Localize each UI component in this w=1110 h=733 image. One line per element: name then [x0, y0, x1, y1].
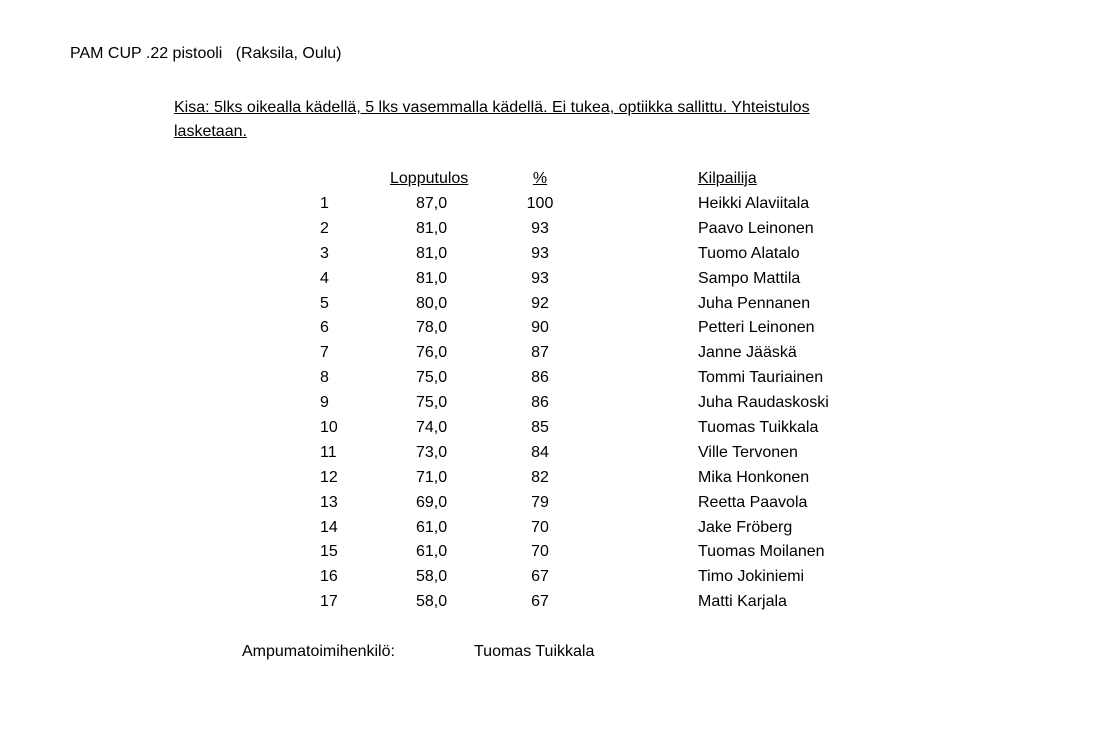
table-row [0, 494, 1110, 519]
percent-cell: 86 [531, 394, 549, 412]
table-row [0, 344, 1110, 369]
score-cell: 75,0 [416, 394, 448, 412]
percent-cell: 79 [531, 493, 549, 511]
table-row [0, 195, 1110, 220]
percent-cell: 90 [531, 319, 549, 337]
score-cell: 74,0 [416, 419, 448, 437]
percent-cell: 93 [531, 269, 549, 287]
header-score: Lopputulos [390, 170, 469, 187]
competitor-name-cell: Tuomas Tuikkala [698, 419, 819, 437]
competitor-name-cell: Heikki Alaviitala [698, 195, 810, 212]
score-cell: 61,0 [416, 543, 448, 561]
rank-cell: 11 [320, 443, 337, 461]
table-row [0, 270, 1110, 295]
table-row [0, 444, 1110, 469]
competitor-name-cell: Tommi Tauriainen [698, 369, 824, 387]
score-cell: 76,0 [416, 344, 448, 362]
results-table [0, 195, 1110, 618]
rank-cell: 7 [320, 344, 329, 362]
rank-cell: 9 [320, 394, 329, 412]
table-row [0, 220, 1110, 245]
table-row [0, 593, 1110, 618]
percent-cell: 92 [531, 294, 549, 312]
percent-cell: 67 [531, 568, 549, 586]
rank-cell: 13 [320, 493, 338, 511]
score-cell: 58,0 [416, 568, 448, 586]
rank-cell: 3 [320, 244, 329, 262]
rank-cell: 15 [320, 543, 338, 561]
table-row [0, 469, 1110, 494]
rank-cell: 10 [320, 419, 338, 437]
competition-description: Kisa: 5lks oikealla kädellä, 5 lks vasemmalla kädellä. Ei tukea, optiikka sallittu. Yhteistulos lasketaan. [174, 99, 810, 140]
rank-cell: 2 [320, 219, 329, 237]
competitor-name-cell: Juha Raudaskoski [698, 394, 829, 412]
score-cell: 58,0 [416, 593, 448, 611]
competitor-name-cell: Mika Honkonen [698, 468, 810, 486]
percent-cell: 82 [531, 468, 549, 486]
competitor-name-cell: Paavo Leinonen [698, 219, 814, 237]
score-cell: 81,0 [416, 244, 448, 262]
table-row [0, 295, 1110, 320]
competitor-name-cell: Tuomo Alatalo [698, 244, 800, 262]
official-label: Ampumatoimihenkilö: [242, 643, 395, 660]
percent-cell: 100 [526, 195, 554, 212]
competitor-name-cell: Jake Fröberg [698, 518, 793, 536]
competitor-name-cell: Petteri Leinonen [698, 319, 815, 337]
score-cell: 81,0 [416, 219, 448, 237]
table-row [0, 543, 1110, 568]
rank-cell: 12 [320, 468, 338, 486]
competitor-name-cell: Juha Pennanen [698, 294, 811, 312]
table-row [0, 568, 1110, 593]
rank-cell: 17 [320, 593, 338, 611]
table-row [0, 369, 1110, 394]
percent-cell: 67 [531, 593, 549, 611]
page-title: PAM CUP .22 pistooli (Raksila, Oulu) [70, 45, 342, 62]
score-cell: 80,0 [416, 294, 448, 312]
rank-cell: 4 [320, 269, 329, 287]
competitor-name-cell: Tuomas Moilanen [698, 543, 825, 561]
rank-cell: 16 [320, 568, 338, 586]
score-cell: 69,0 [416, 493, 448, 511]
score-cell: 81,0 [416, 269, 448, 287]
percent-cell: 93 [531, 219, 549, 237]
rank-cell: 6 [320, 319, 329, 337]
rank-cell: 14 [320, 518, 338, 536]
competitor-name-cell: Janne Jääskä [698, 344, 797, 362]
percent-cell: 85 [531, 419, 549, 437]
table-row [0, 519, 1110, 544]
table-row [0, 419, 1110, 444]
table-row [0, 319, 1110, 344]
official-name: Tuomas Tuikkala [474, 643, 595, 660]
score-cell: 71,0 [416, 468, 448, 486]
rank-cell: 8 [320, 369, 329, 387]
score-cell: 75,0 [416, 369, 448, 387]
table-row [0, 394, 1110, 419]
score-cell: 87,0 [416, 195, 448, 212]
table-row [0, 245, 1110, 270]
percent-cell: 70 [531, 518, 549, 536]
header-competitor: Kilpailija [698, 170, 757, 187]
rank-cell: 1 [320, 195, 329, 212]
percent-cell: 70 [531, 543, 549, 561]
percent-cell: 86 [531, 369, 549, 387]
percent-cell: 84 [531, 443, 549, 461]
competitor-name-cell: Matti Karjala [698, 593, 787, 611]
competitor-name-cell: Timo Jokiniemi [698, 568, 805, 586]
score-cell: 61,0 [416, 518, 448, 536]
competitor-name-cell: Reetta Paavola [698, 493, 808, 511]
score-cell: 73,0 [416, 443, 448, 461]
competitor-name-cell: Sampo Mattila [698, 269, 801, 287]
percent-cell: 87 [531, 344, 549, 362]
percent-cell: 93 [531, 244, 549, 262]
rank-cell: 5 [320, 294, 329, 312]
score-cell: 78,0 [416, 319, 448, 337]
header-percent: % [532, 170, 548, 187]
competitor-name-cell: Ville Tervonen [698, 443, 798, 461]
